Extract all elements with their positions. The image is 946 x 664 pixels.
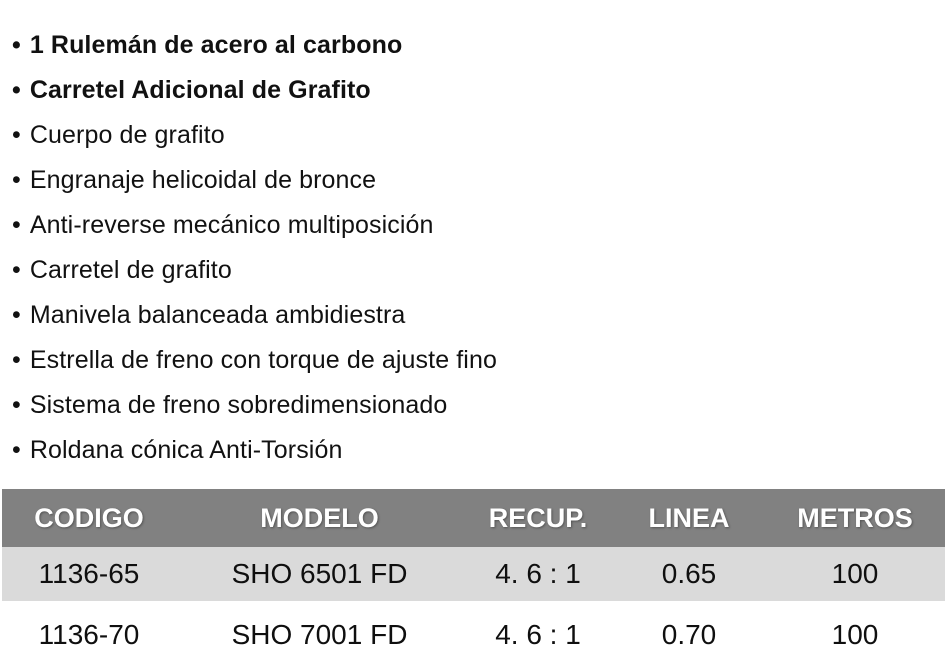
cell-codigo: 1136-65 bbox=[38, 558, 140, 589]
feature-item bbox=[12, 68, 946, 113]
feature-text: 1 Rulemán de acero al carbono bbox=[29, 31, 403, 59]
column-header-codigo: CODIGO bbox=[34, 502, 144, 533]
feature-item bbox=[12, 113, 946, 158]
bullet-icon: • bbox=[12, 76, 21, 104]
feature-text: Cuerpo de grafito bbox=[29, 121, 225, 149]
cell-recup: 4. 6 : 1 bbox=[495, 619, 581, 650]
feature-text: Sistema de freno sobredimensionado bbox=[29, 391, 448, 419]
bullet-icon: • bbox=[12, 391, 21, 419]
column-header-linea: LINEA bbox=[648, 502, 730, 533]
feature-item bbox=[12, 248, 946, 293]
feature-item bbox=[12, 203, 946, 248]
feature-item bbox=[12, 428, 946, 473]
table-header-row bbox=[2, 489, 945, 547]
feature-text: Engranaje helicoidal de bronce bbox=[29, 166, 377, 194]
column-header-metros: METROS bbox=[797, 502, 913, 533]
feature-item bbox=[12, 338, 946, 383]
feature-text: Anti-reverse mecánico multiposición bbox=[29, 211, 434, 239]
bullet-icon: • bbox=[12, 121, 21, 149]
bullet-icon: • bbox=[12, 346, 21, 374]
feature-text: Carretel Adicional de Grafito bbox=[29, 76, 371, 104]
bullet-icon: • bbox=[12, 31, 21, 59]
feature-text: Manivela balanceada ambidiestra bbox=[29, 301, 406, 329]
cell-linea: 0.65 bbox=[661, 558, 717, 589]
cell-modelo: SHO 6501 FD bbox=[231, 558, 408, 589]
feature-item bbox=[12, 293, 946, 338]
cell-recup: 4. 6 : 1 bbox=[495, 558, 581, 589]
table-row bbox=[2, 601, 945, 664]
bullet-icon: • bbox=[12, 301, 21, 329]
feature-item bbox=[12, 383, 946, 428]
bullet-icon: • bbox=[12, 211, 21, 239]
feature-text: Roldana cónica Anti-Torsión bbox=[29, 436, 343, 464]
bullet-icon: • bbox=[12, 256, 21, 284]
bullet-icon: • bbox=[12, 436, 21, 464]
table-row bbox=[2, 547, 945, 601]
cell-metros: 100 bbox=[831, 558, 879, 589]
column-header-modelo: MODELO bbox=[260, 502, 379, 533]
feature-item bbox=[12, 158, 946, 203]
cell-modelo: SHO 7001 FD bbox=[231, 619, 408, 650]
bullet-icon: • bbox=[12, 166, 21, 194]
column-header-recup: RECUP. bbox=[488, 502, 588, 533]
spec-table bbox=[2, 489, 945, 664]
cell-linea: 0.70 bbox=[661, 619, 717, 650]
feature-text: Carretel de grafito bbox=[29, 256, 232, 284]
feature-text: Estrella de freno con torque de ajuste fino bbox=[29, 346, 497, 374]
cell-codigo: 1136-70 bbox=[38, 619, 140, 650]
feature-item bbox=[12, 23, 946, 68]
cell-metros: 100 bbox=[831, 619, 879, 650]
